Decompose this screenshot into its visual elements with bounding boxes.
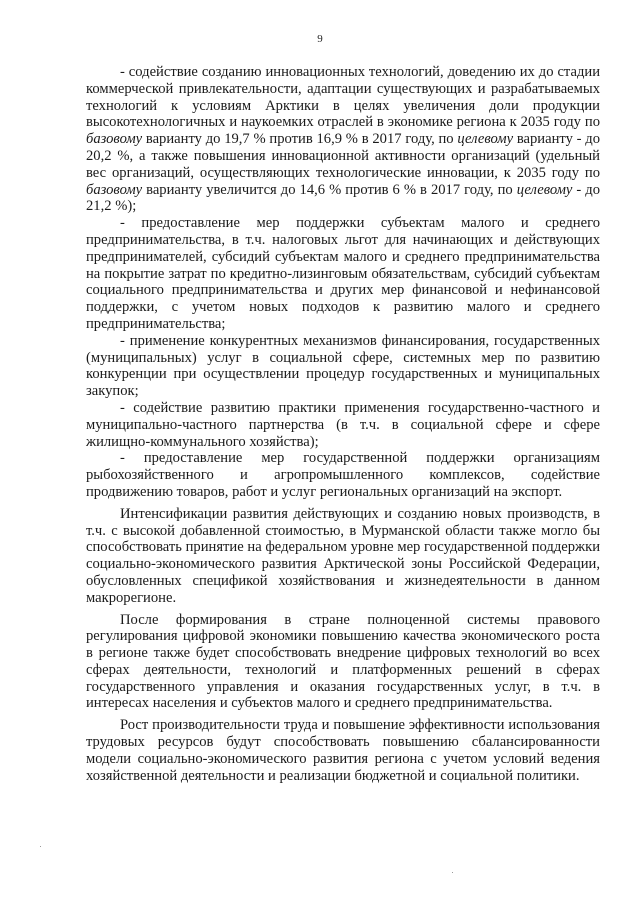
text-run: Рост производительности труда и повышение эффективности использования трудовых ресурсов будут способствовать повышению сбалансированности модели социально-экономического развития региона с учетом условий ведения хозяйственной деятельности и реализации бюджетной и социальной политики. (86, 717, 600, 784)
text-run-italic: базовому (86, 131, 143, 148)
body-text (86, 64, 600, 784)
text-run: - предоставление мер поддержки субъектам малого и среднего предпринимательства, в т.ч. налоговых льгот для начинающих и действующих предпринимателей, субсидий субъектам малого и среднего предпринимательства на покрытие затрат по кредитно-лизинговым обязательствам, субсидий субъектам социального предпринимательства и других мер финансовой и нефинансовой поддержки, с учетом новых подходов к развитию малого и среднего предпринимательства; (86, 215, 600, 332)
text-run: варианту до 19,7 % против 16,9 % в 2017 году, по (142, 131, 458, 148)
paragraph-sme-support (86, 215, 600, 333)
paragraph-competitive-mechanisms (86, 333, 600, 400)
text-run-italic: целевому (457, 131, 514, 148)
paragraph-innovation (86, 64, 600, 215)
text-run: - содействие созданию инновационных технологий, доведению их до стадии коммерческой привлекательности, адаптации существующих и разрабатываемых технологий к условиям Арктики в целях увеличения доли продукции высокотехнологичных и наукоемких отраслей в экономике региона к 2035 году по (86, 64, 600, 131)
text-run-italic: целевому (516, 181, 573, 198)
text-run: варианту - до 20,2 %, а также повышения инновационной активности организаций (удельный вес организаций, осуществляющих технологические инновации, к 2035 году по (86, 131, 600, 181)
text-run: Интенсификации развития действующих и созданию новых производств, в т.ч. с высокой добавленной стоимостью, в Мурманской области также могло бы способствовать принятие на федеральном уровне мер государственной поддержки социально-экономического развития Арктической зоны Российской Федерации, обусловленных спецификой хозяйствования и жизнедеятельности в данном макрорегионе. (86, 505, 600, 606)
page-number: 9 (317, 33, 323, 45)
text-run: - предоставление мер государственной поддержки организациям рыбохозяйственного и агропромышленного комплексов, содействие продвижению товаров, работ и услуг региональных организаций на экспорт. (86, 450, 600, 500)
paragraph-digital-economy (86, 612, 600, 713)
paragraph-intensification (86, 506, 600, 607)
text-run: - применение конкурентных механизмов финансирования, государственных (муниципальных) услуг в социальной сфере, системных мер по развитию конкуренции при осуществлении процедур государственных и муниципальных закупок; (86, 332, 600, 400)
paragraph-productivity (86, 717, 600, 784)
text-run: - содействие развитию практики применения государственно-частного и муниципально-частного партнерства (в т.ч. в социальной сфере и сфере жилищно-коммунального хозяйства); (86, 399, 600, 450)
text-run-italic: базовому (86, 181, 143, 198)
text-run: - до 21,2 %); (86, 181, 600, 215)
paragraph-fishery-agro (86, 450, 600, 500)
text-run: После формирования в стране полноценной системы правового регулирования цифровой экономики повышению качества экономического роста в регионе также будет способствовать внедрение цифровых технологий во всех сферах деятельности, технологий и платформенных решений в сферах государственного управления и оказания государственных услуг, в т.ч. в интересах населения и субъектов малого и среднего предпринимательства. (86, 611, 600, 712)
scan-speck (452, 872, 453, 873)
paragraph-ppp (86, 400, 600, 450)
scan-speck (40, 846, 41, 847)
text-run: варианту увеличится до 14,6 % против 6 % в 2017 году, по (142, 181, 517, 198)
